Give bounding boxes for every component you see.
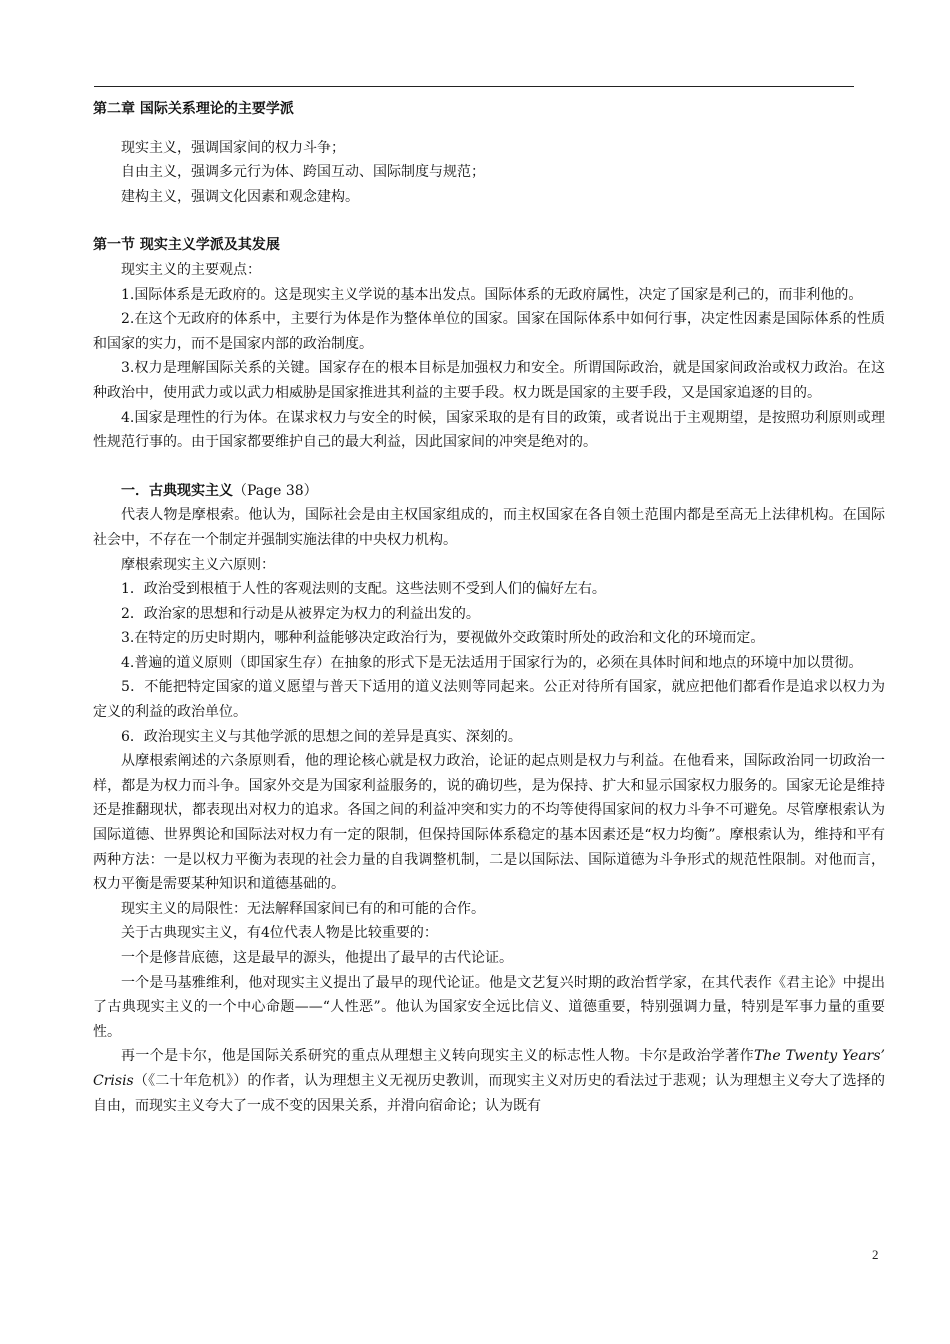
subsection-paragraph: 从摩根索阐述的六条原则看，他的理论核心就是权力政治，论证的起点则是权力与利益。在他看来，国际政治同一切政治一样，都是为权力而斗争。国家外交是为国家利益服务的，说的确切些，是为保持、扩大和显示国家权力服务的。国家无论是维持还是推翻现状，都表现出对权力的追求。各国之间的利益冲突和实力的不均等使得国家间的权力斗争不可避免。尽管摩根索认为国际道德、世界舆论和国际法对权力有一定的限制，但保持国际体系稳定的基本因素还是“权力均衡”。摩根索认为，维持和平有两种方法：一是以权力平衡为表现的社会力量的自我调整机制，二是以国际法、国际道德为斗争形式的规范性限制。对他而言，权力平衡是需要某种知识和道德基础的。 <box>93 753 885 893</box>
subsection-paragraph: 2．政治家的思想和行动是从被界定为权力的利益出发的。 <box>121 605 480 622</box>
subsection-paragraph: 1．政治受到根植于人性的客观法则的支配。这些法则不受到人们的偏好左右。 <box>121 581 606 598</box>
subsection-title-text: 一．古典现实主义 <box>121 482 233 499</box>
subsection-paragraph: 5．不能把特定国家的道义愿望与普天下适用的道义法则等同起来。公正对待所有国家，就应把他们都看作是追求以权力为定义的利益的政治单位。 <box>93 679 885 721</box>
subsection-paragraph: 4.普遍的道义原则（即国家生存）在抽象的形式下是无法适用于国家行为的，必须在具体时间和地点的环境中加以贯彻。 <box>121 654 863 671</box>
page-number: 2 <box>872 1247 879 1262</box>
header-rule <box>94 86 854 87</box>
subsection-paragraph: 代表人物是摩根索。他认为，国际社会是由主权国家组成的，而主权国家在各自领土范围内都是至高无上法律机构。在国际社会中，不存在一个制定并强制实施法律的中央权力机构。 <box>93 507 885 548</box>
chapter-title: 第二章 国际关系理论的主要学派 <box>93 101 294 117</box>
last-paragraph-after: （《二十年危机》）的作者，认为理想主义无视历史教训，而现实主义对历史的看法过于悲观；认为理想主义夸大了选择的自由，而现实主义夸大了一成不变的因果关系，并滑向宿命论；认为既有 <box>93 1072 885 1114</box>
subsection-title <box>93 479 885 504</box>
chapter-intro-line: 建构主义，强调文化因素和观念建构。 <box>121 188 359 205</box>
book-title-english: The Twenty Years’ Crisis <box>93 1048 886 1089</box>
section-paragraph: 3.权力是理解国际关系的关键。国家存在的根本目标是加强权力和安全。所谓国际政治，就是国家间政治或权力政治。在这种政治中，使用武力或以武力相威胁是国家推进其利益的主要手段。权力既是国家的主要手段，又是国家追逐的目的。 <box>93 360 885 401</box>
subsection-paragraph: 一个是马基雅维利，他对现实主义提出了最早的现代论证。他是文艺复兴时期的政治哲学家，在其代表作《君主论》中提出了古典现实主义的一个中心命题——“人性恶”。他认为国家安全远比信义、道德重要，特别强调力量，特别是军事力量的重要性。 <box>93 974 885 1040</box>
chapter-intro-line: 现实主义，强调国家间的权力斗争； <box>121 139 345 156</box>
chapter-intro-line: 自由主义，强调多元行为体、跨国互动、国际制度与规范； <box>121 164 485 181</box>
subsection-paragraph: 关于古典现实主义，有4位代表人物是比较重要的： <box>121 925 438 942</box>
section-paragraph: 4.国家是理性的行为体。在谋求权力与安全的时候，国家采取的是有目的政策，或者说出于主观期望，是按照功利原则或理性规范行事的。由于国家都要维护自己的最大利益，因此国家间的冲突是绝对的。 <box>93 409 885 451</box>
subsection-paragraph: 3.在特定的历史时期内，哪种利益能够决定政治行为，要视做外交政策时所处的政治和文化的环境而定。 <box>121 630 765 647</box>
subsection-paragraph: 6．政治现实主义与其他学派的思想之间的差异是真实、深刻的。 <box>121 728 522 745</box>
subsection-paragraph: 一个是修昔底德，这是最早的源头，他提出了最早的古代论证。 <box>121 950 513 966</box>
subsection-paragraph: 现实主义的局限性：无法解释国家间已有的和可能的合作。 <box>121 900 485 917</box>
section-paragraph: 现实主义的主要观点： <box>121 261 261 278</box>
section-paragraph: 1.国际体系是无政府的。这是现实主义学说的基本出发点。国际体系的无政府属性，决定了国家是利己的，而非利他的。 <box>121 286 863 303</box>
page-content <box>93 97 885 1118</box>
subsection-paragraph: 摩根索现实主义六原则： <box>121 556 275 573</box>
last-paragraph-before: 再一个是卡尔，他是国际关系研究的重点从理想主义转向现实主义的标志性人物。卡尔是政治学著作 <box>121 1048 755 1065</box>
subsection-page-ref: （Page 38） <box>233 482 318 499</box>
section-paragraph: 2.在这个无政府的体系中，主要行为体是作为整体单位的国家。国家在国际体系中如何行事，决定性因素是国际体系的性质和国家的实力，而不是国家内部的政治制度。 <box>93 311 885 352</box>
section-title: 第一节 现实主义学派及其发展 <box>93 237 280 254</box>
last-paragraph <box>93 1044 885 1118</box>
